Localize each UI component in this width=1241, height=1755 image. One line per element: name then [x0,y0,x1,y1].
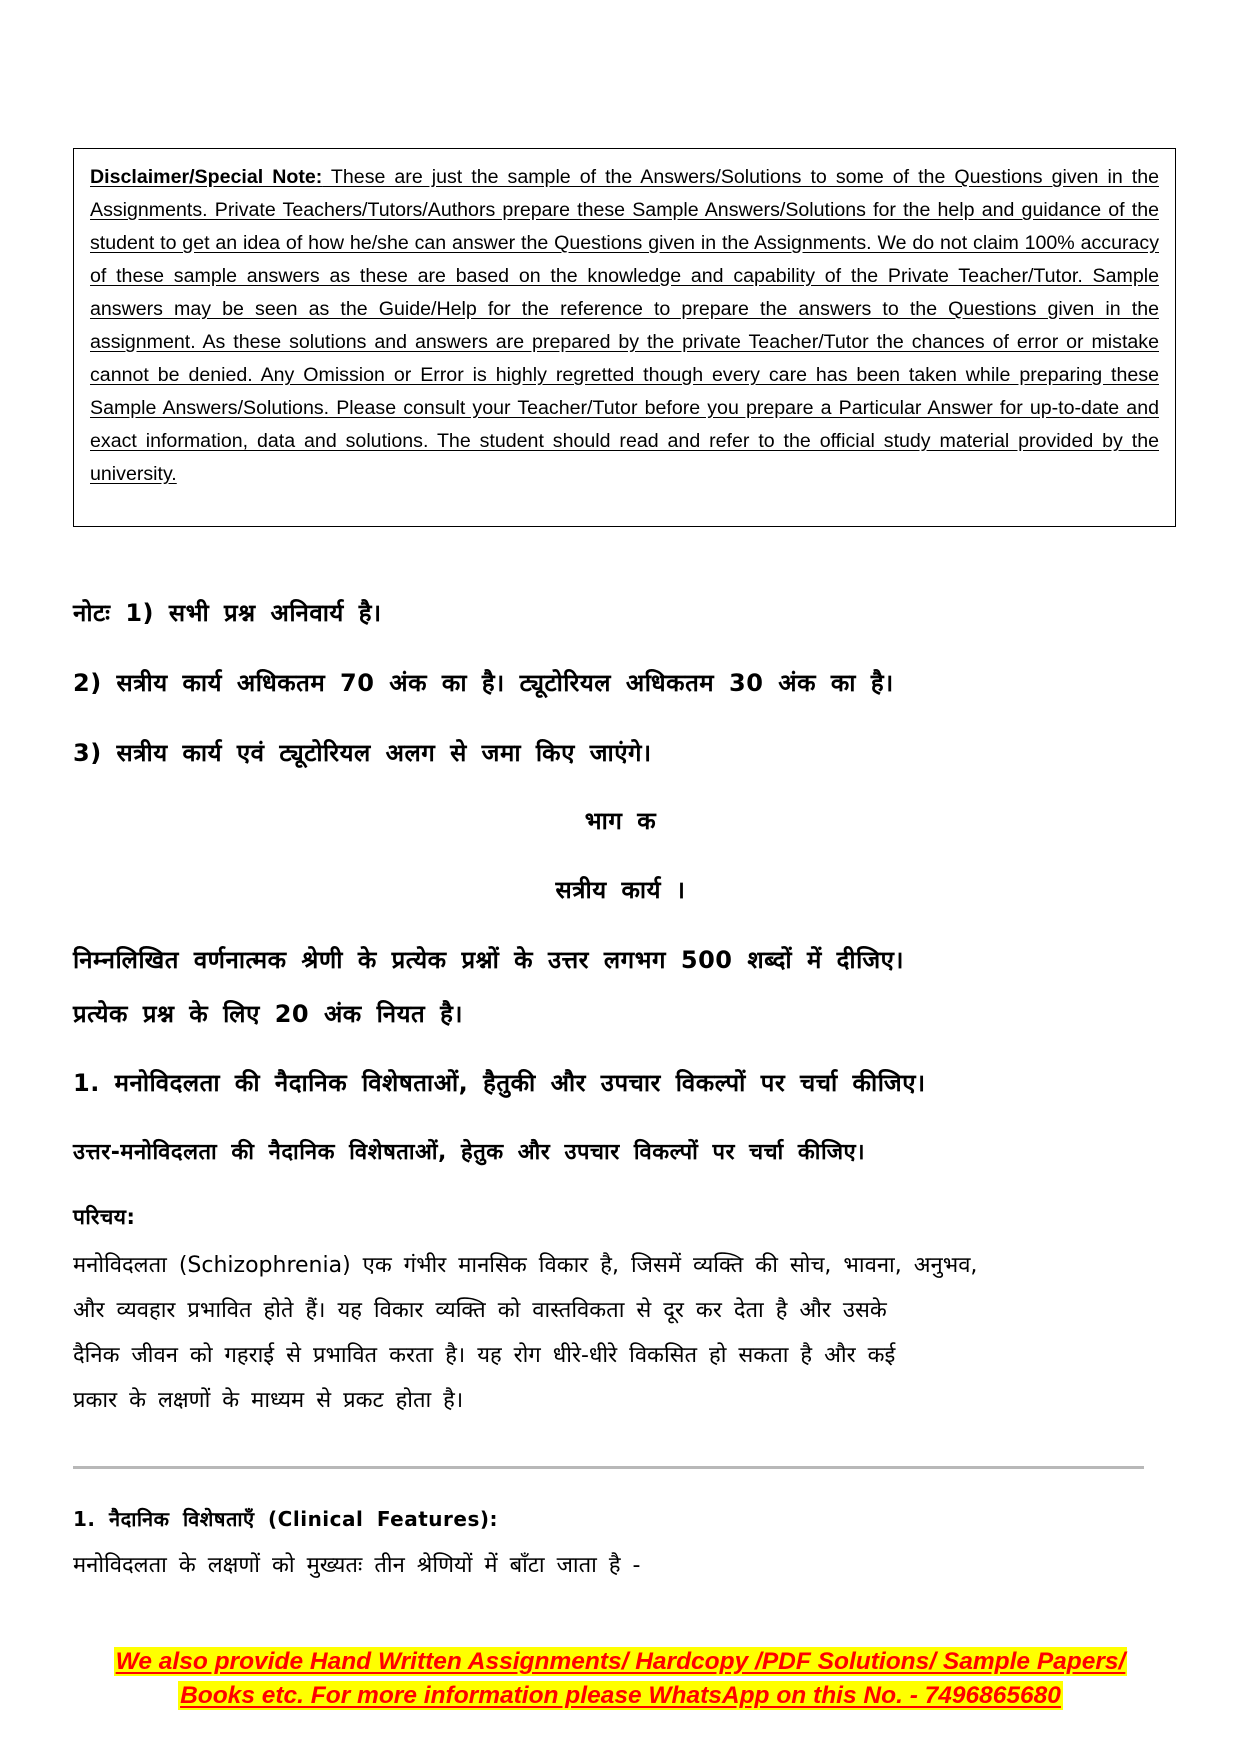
answer-heading: उत्तर-मनोविदलता की नैदानिक विशेषताओं, हेतुक और उपचार विकल्पों पर चर्चा कीजिए। [73,1140,866,1165]
clinical-text: मनोविदलता के लक्षणों को मुख्यतः तीन श्रेणियों में बाँटा जाता है - [73,1553,641,1578]
promo-text-2: Books etc. For more information please WhatsApp on this No. - 7496865680 [180,1682,1061,1709]
promo-line-2 [0,1682,1241,1710]
intro-line-4: प्रकार के लक्षणों के माध्यम से प्रकट होता है। [73,1388,464,1413]
intro-line-2: और व्यवहार प्रभावित होते हैं। यह विकार व्यक्ति को वास्तविकता से दूर कर देता है और उसके [73,1298,887,1323]
promo-line-1 [0,1648,1241,1676]
section-divider [73,1466,1144,1469]
note-1: नोटः 1) सभी प्रश्न अनिवार्य है। [73,599,382,627]
section-part: भाग क [584,807,657,835]
instruction-line-1: निम्नलिखित वर्णनात्मक श्रेणी के प्रत्येक प्रश्नों के उत्तर लगभग 500 शब्दों में दीजिए। [73,946,905,974]
disclaimer-text [90,161,1159,491]
clinical-heading: 1. नैदानिक विशेषताएँ (Clinical Features): [73,1507,499,1531]
disclaimer-label: Disclaimer/Special Note: [90,166,323,188]
disclaimer-body: These are just the sample of the Answers/Solutions to some of the Questions given in the Assignments. Private Teachers/Tutors/Authors prepare these Sample Answers/Solutions for the help and guidance of the student to get an idea of how he/she can answer the Questions given in the Assignments. We do not claim 100% accuracy of these sample answers as these are based on the knowledge and capability of the Private Teacher/Tutor. Sample answers may be seen as the Guide/Help for the reference to prepare the answers to the Questions given in the assignment. As these solutions and answers are prepared by the private Teacher/Tutor the chances of error or mistake cannot be denied. Any Omission or Error is highly regretted though every care has been taken while preparing these Sample Answers/Solutions. Please consult your Teacher/Tutor before you prepare a Particular Answer for up-to-date and exact information, data and solutions. The student should read and refer to the official study material provided by the university. [90,166,1159,485]
disclaimer-box [73,148,1176,527]
question-1: 1. मनोविदलता की नैदानिक विशेषताओं, हैतुकी और उपचार विकल्पों पर चर्चा कीजिए। [73,1069,926,1097]
intro-line-3: दैनिक जीवन को गहराई से प्रभावित करता है। यह रोग धीरे-धीरे विकसित हो सकता है और कई [73,1343,896,1368]
intro-line-1: मनोविदलता (Schizophrenia) एक गंभीर मानसिक विकार है, जिसमें व्यक्ति की सोच, भावना, अनुभव, [73,1253,978,1278]
section-title: सत्रीय कार्य । [555,876,686,904]
instruction-line-2: प्रत्येक प्रश्न के लिए 20 अंक नियत है। [73,1000,463,1028]
intro-heading: परिचय: [73,1205,136,1229]
promo-text-1: We also provide Hand Written Assignments/ Hardcopy /PDF Solutions/ Sample Papers/ [115,1648,1126,1675]
note-3: 3) सत्रीय कार्य एवं ट्यूटोरियल अलग से जमा किए जाएंगे। [73,739,652,767]
note-2: 2) सत्रीय कार्य अधिकतम 70 अंक का है। ट्यूटोरियल अधिकतम 30 अंक का है। [73,669,894,697]
